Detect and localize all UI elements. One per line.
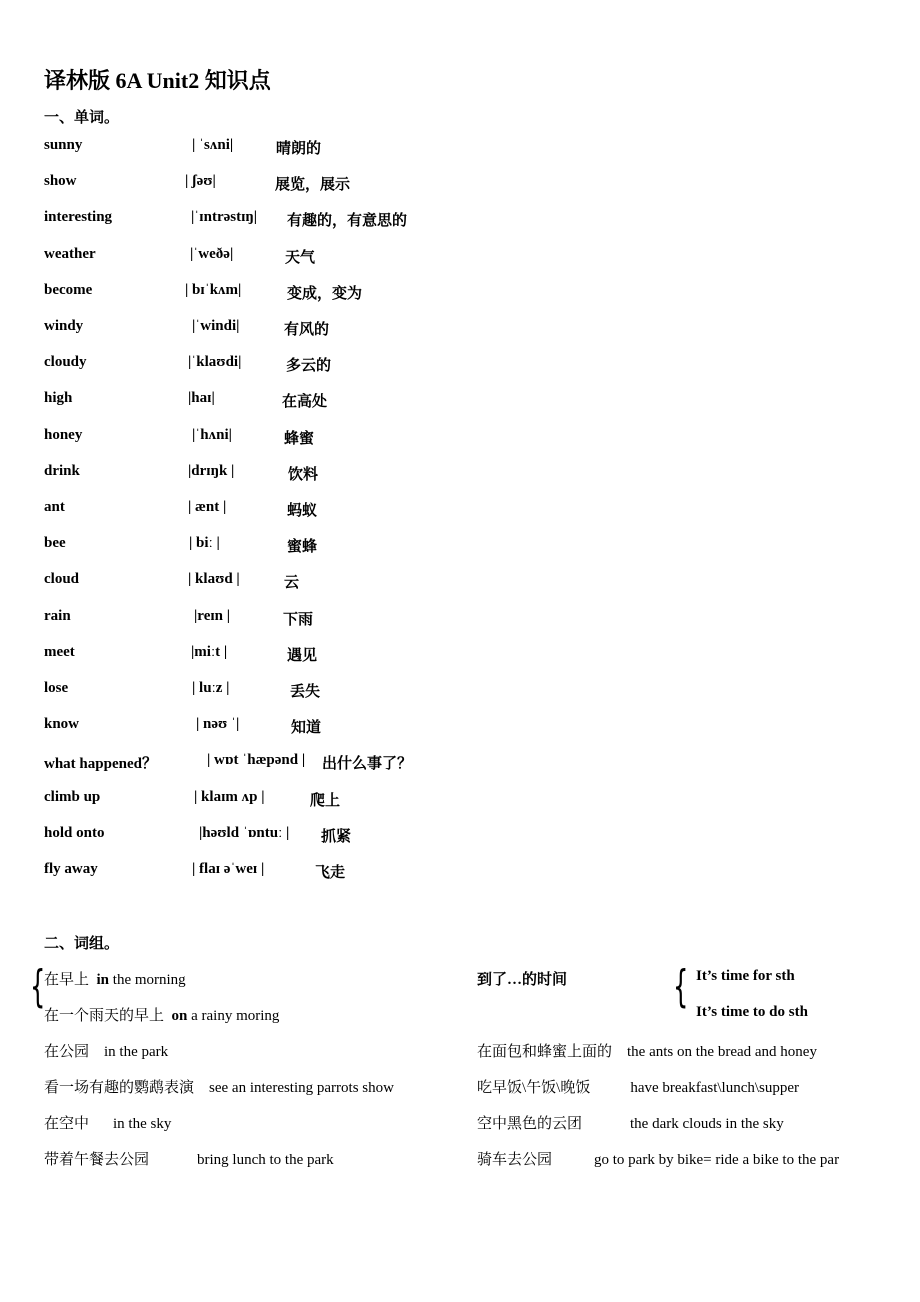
vocab-row xyxy=(0,861,920,885)
vocab-meaning: 多云的 xyxy=(286,358,332,375)
vocab-word: honey xyxy=(44,426,83,443)
vocab-phonetic: | nəʊ ˈ| xyxy=(196,716,240,733)
vocab-word: what happened？ xyxy=(44,756,157,773)
vocab-phonetic: |ˈweðə| xyxy=(190,245,234,262)
phrase-item: 空中黑色的云团 the dark clouds in the sky xyxy=(477,1116,784,1132)
vocab-meaning: 展览，展示 xyxy=(275,177,351,194)
phrase-item: It’s time for sth xyxy=(696,968,795,984)
vocab-word: drink xyxy=(44,462,80,479)
vocab-word: hold onto xyxy=(44,824,105,841)
vocab-row xyxy=(0,644,920,668)
vocab-phonetic: | ˈsʌni| xyxy=(192,137,234,153)
vocab-meaning: 下雨 xyxy=(283,611,314,628)
phrase-item: 在空中 in the sky xyxy=(44,1116,172,1132)
vocab-row xyxy=(0,246,920,270)
vocab-phonetic: | klaʊd | xyxy=(188,571,240,588)
vocab-phonetic: |haɪ| xyxy=(188,390,215,407)
vocab-phonetic: |ˈɪntrəstɪŋ| xyxy=(191,209,258,226)
vocab-row xyxy=(0,571,920,595)
vocab-phonetic: | bɪˈkʌm| xyxy=(185,281,242,298)
phrase-item: 骑车去公园 go to park by bike= ride a bike to the par xyxy=(477,1152,840,1168)
phrase-item: 带着午餐去公园 bring lunch to the park xyxy=(44,1152,334,1168)
vocab-row xyxy=(0,209,920,233)
vocab-word: climb up xyxy=(44,788,101,805)
vocab-meaning: 蜜蜂 xyxy=(287,539,318,556)
vocab-phonetic: |ˈklaʊdi| xyxy=(188,354,242,371)
vocab-phonetic: | ʃəʊ| xyxy=(185,173,216,190)
vocab-phonetic: | flaɪ əˈweɪ | xyxy=(192,861,265,877)
vocab-word: ant xyxy=(44,499,65,515)
vocab-row xyxy=(0,789,920,813)
vocab-meaning: 有趣的，有意思的 xyxy=(287,213,408,230)
vocab-row xyxy=(0,427,920,451)
vocab-word: rain xyxy=(44,607,71,624)
left-brace-icon: { xyxy=(673,961,689,1012)
vocab-meaning: 飞走 xyxy=(315,865,346,881)
phrase-item: 在面包和蜂蜜上面的 the ants on the bread and honey xyxy=(477,1044,817,1060)
vocab-meaning: 有风的 xyxy=(284,322,330,338)
vocab-word: interesting xyxy=(44,209,113,226)
vocab-meaning: 出什么事了？ xyxy=(322,756,413,773)
vocab-row xyxy=(0,390,920,414)
phrase-item: 到了…的时间 xyxy=(477,972,568,988)
vocab-meaning: 爬上 xyxy=(310,792,341,809)
vocab-phonetic: | klaɪm ʌp | xyxy=(194,788,265,805)
vocab-row xyxy=(0,282,920,306)
vocab-meaning: 知道 xyxy=(291,720,322,737)
vocab-row xyxy=(0,752,920,776)
vocab-meaning: 蜂蜜 xyxy=(284,430,315,447)
vocab-row xyxy=(0,318,920,342)
vocab-word: show xyxy=(44,173,77,190)
phrase-item: 看一场有趣的鹦鹉表演 see an interesting parrots show xyxy=(44,1080,394,1096)
vocab-meaning: 丢失 xyxy=(290,684,321,700)
vocab-word: bee xyxy=(44,535,66,552)
vocab-phonetic: | luːz | xyxy=(192,680,230,696)
phrase-item: 吃早饭\午饭\晚饭 have breakfast\lunch\supper xyxy=(477,1080,800,1096)
vocab-word: lose xyxy=(44,680,69,696)
vocab-meaning: 遇见 xyxy=(287,647,318,664)
vocab-phonetic: |həʊld ˈɒntuː | xyxy=(199,824,290,841)
vocab-row xyxy=(0,499,920,523)
vocab-word: become xyxy=(44,281,93,298)
vocab-phonetic: |ˈhʌni| xyxy=(192,426,232,443)
vocab-word: weather xyxy=(44,245,96,262)
vocab-word: high xyxy=(44,390,73,407)
vocab-meaning: 变成，变为 xyxy=(287,285,363,302)
vocab-row xyxy=(0,825,920,849)
vocab-word: fly away xyxy=(44,861,98,877)
vocab-row xyxy=(0,608,920,632)
vocab-phonetic: | biː | xyxy=(189,535,220,552)
vocab-phonetic: |drɪŋk | xyxy=(188,462,235,479)
phrase-item: 在早上 in the morning xyxy=(44,972,186,988)
vocab-word: cloud xyxy=(44,571,80,588)
vocab-word: know xyxy=(44,716,80,733)
vocab-row xyxy=(0,535,920,559)
vocab-word: windy xyxy=(44,318,84,334)
section-heading-phrases: 二、词组。 xyxy=(44,936,120,952)
vocab-phonetic: | ænt | xyxy=(188,499,227,515)
vocab-phonetic: |reɪn | xyxy=(194,607,231,624)
vocab-phonetic: |ˈwindi| xyxy=(192,318,240,334)
vocab-row xyxy=(0,354,920,378)
vocab-meaning: 在高处 xyxy=(282,394,328,411)
vocab-meaning: 蚂蚁 xyxy=(287,503,318,519)
vocab-word: cloudy xyxy=(44,354,87,371)
vocab-meaning: 云 xyxy=(284,575,300,592)
section-heading-words: 一、单词。 xyxy=(44,110,120,126)
vocab-row xyxy=(0,716,920,740)
phrase-item: 在公园 in the park xyxy=(44,1044,169,1060)
vocab-meaning: 晴朗的 xyxy=(276,141,322,157)
vocab-word: meet xyxy=(44,643,75,660)
vocab-meaning: 天气 xyxy=(285,249,316,266)
vocab-row xyxy=(0,680,920,704)
page-title: 译林版 6A Unit2 知识点 xyxy=(44,68,271,93)
vocab-row xyxy=(0,137,920,161)
vocab-phonetic: |miːt | xyxy=(191,643,228,660)
vocab-meaning: 饮料 xyxy=(288,466,319,483)
vocab-row xyxy=(0,173,920,197)
vocab-word: sunny xyxy=(44,137,83,153)
phrase-item: It’s time to do sth xyxy=(696,1004,808,1020)
phrase-item: 在一个雨天的早上 on a rainy moring xyxy=(44,1008,280,1024)
vocab-row xyxy=(0,463,920,487)
vocab-meaning: 抓紧 xyxy=(321,828,352,845)
left-brace-icon: { xyxy=(30,961,46,1012)
vocab-phonetic: | wɒt ˈhæpənd | xyxy=(207,752,306,769)
